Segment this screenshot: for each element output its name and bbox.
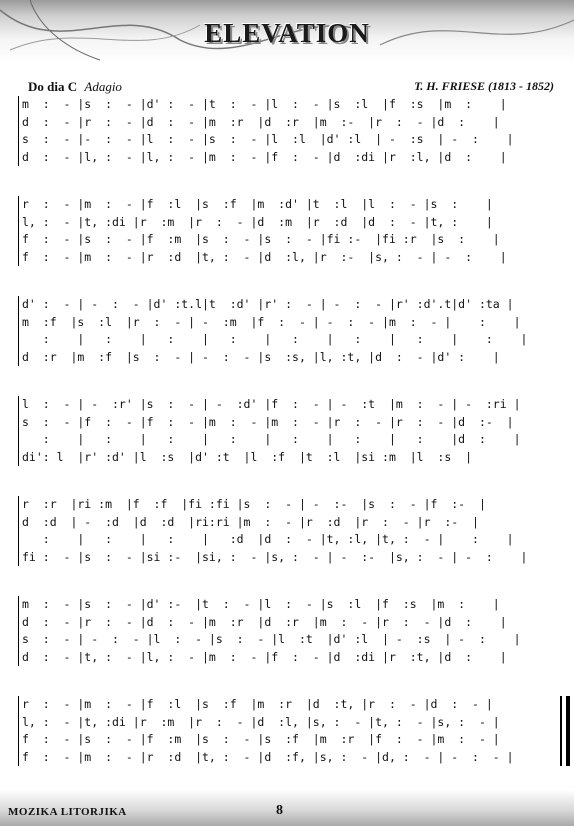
page-title: ELEVATION [204, 18, 370, 48]
voice-bass: fi : - |s : - |si :- |si, : - |s, : - | - :- |s, : - | - : | [18, 549, 558, 567]
voice-bass: d : - |t, : - |l, : - |m : - |f : - |d :di |r :t, |d : | [18, 649, 558, 667]
footer-label: MOZIKA LITORJIKA [8, 806, 127, 818]
score-system-5 [18, 496, 558, 596]
score-system-7 [18, 696, 558, 776]
voice-bass: f : - |m : - |r :d |t, : - |d :f, |s, : - |d, : - | - : - | [18, 749, 558, 767]
solfa-score [18, 96, 558, 776]
voice-alto: d :d | - :d |d :d |ri:ri |m : - |r :d |r : - |r :- | [18, 514, 558, 532]
voice-tenor: : | : | : | :d |d : - |t, :l, |t, : - | : | [18, 531, 558, 549]
voice-alto: l, : - |t, :di |r :m |r : - |d :l, |s, : - |t, : - |s, : - | [18, 714, 558, 732]
voice-bass: f : - |m : - |r :d |t, : - |d :l, |r :- |s, : - | - : | [18, 249, 558, 267]
voice-alto: m :f |s :l |r : - | - :m |f : - | - : - |m : - | : | [18, 314, 558, 332]
voice-tenor: f : - |s : - |f :m |s : - |s :f |m :r |f : - |m : - | [18, 731, 558, 749]
score-system-3 [18, 296, 558, 396]
key-signature: Do dia C [28, 79, 78, 94]
voice-soprano: r : - |m : - |f :l |s :f |m :d' |t :l |l : - |s : | [18, 196, 558, 214]
final-barline-thin [560, 696, 562, 766]
score-system-2 [18, 196, 558, 296]
voice-soprano: r : - |m : - |f :l |s :f |m :r |d :t, |r : - |d : - | [18, 696, 558, 714]
composer-credit: T. H. FRIESE (1813 - 1852) [414, 79, 554, 93]
voice-bass: d : - |l, : - |l, : - |m : - |f : - |d :di |r :l, |d : | [18, 149, 558, 167]
voice-alto: d : - |r : - |d : - |m :r |d :r |m : - |r : - |d : | [18, 614, 558, 632]
page-number: 8 [276, 803, 283, 818]
voice-bass: di': l |r' :d' |l :s |d' :t |l :f |t :l |si :m |l :s | [18, 449, 558, 467]
voice-tenor: : | : | : | : | : | : | : |d : | [18, 431, 558, 449]
voice-bass: d :r |m :f |s : - | - : - |s :s, |l, :t, |d : - |d' : | [18, 349, 558, 367]
voice-alto: l, : - |t, :di |r :m |r : - |d :m |r :d |d : - |t, : | [18, 214, 558, 232]
score-system-6 [18, 596, 558, 696]
voice-soprano: l : - | - :r' |s : - | - :d' |f : - | - :t |m : - | - :ri | [18, 396, 558, 414]
voice-tenor: f : - |s : - |f :m |s : - |s : - |fi :- |fi :r |s : | [18, 231, 558, 249]
score-system-4 [18, 396, 558, 496]
voice-soprano: m : - |s : - |d' :- |t : - |l : - |s :l |f :s |m : | [18, 596, 558, 614]
score-header [28, 79, 554, 97]
tempo-marking: Adagio [84, 79, 122, 94]
voice-soprano: d' : - | - : - |d' :t.l|t :d' |r' : - | - : - |r' :d'.t|d' :ta | [18, 296, 558, 314]
voice-tenor: s : - |- : - |l : - |s : - |l :l |d' :l | - :s | - : | [18, 131, 558, 149]
voice-alto: s : - |f : - |f : - |m : - |m : - |r : - |r : - |d :- | [18, 414, 558, 432]
voice-tenor: : | : | : | : | : | : | : | : | [18, 331, 558, 349]
score-system-1 [18, 96, 558, 196]
voice-alto: d : - |r : - |d : - |m :r |d :r |m :- |r : - |d : | [18, 114, 558, 132]
voice-soprano: m : - |s : - |d' : - |t : - |l : - |s :l |f :s |m : | [18, 96, 558, 114]
voice-tenor: s : - | - : - |l : - |s : - |l :t |d' :l | - :s | - : | [18, 631, 558, 649]
voice-soprano: r :r |ri :m |f :f |fi :fi |s : - | - :- |s : - |f :- | [18, 496, 558, 514]
final-barline-thick [566, 696, 570, 766]
